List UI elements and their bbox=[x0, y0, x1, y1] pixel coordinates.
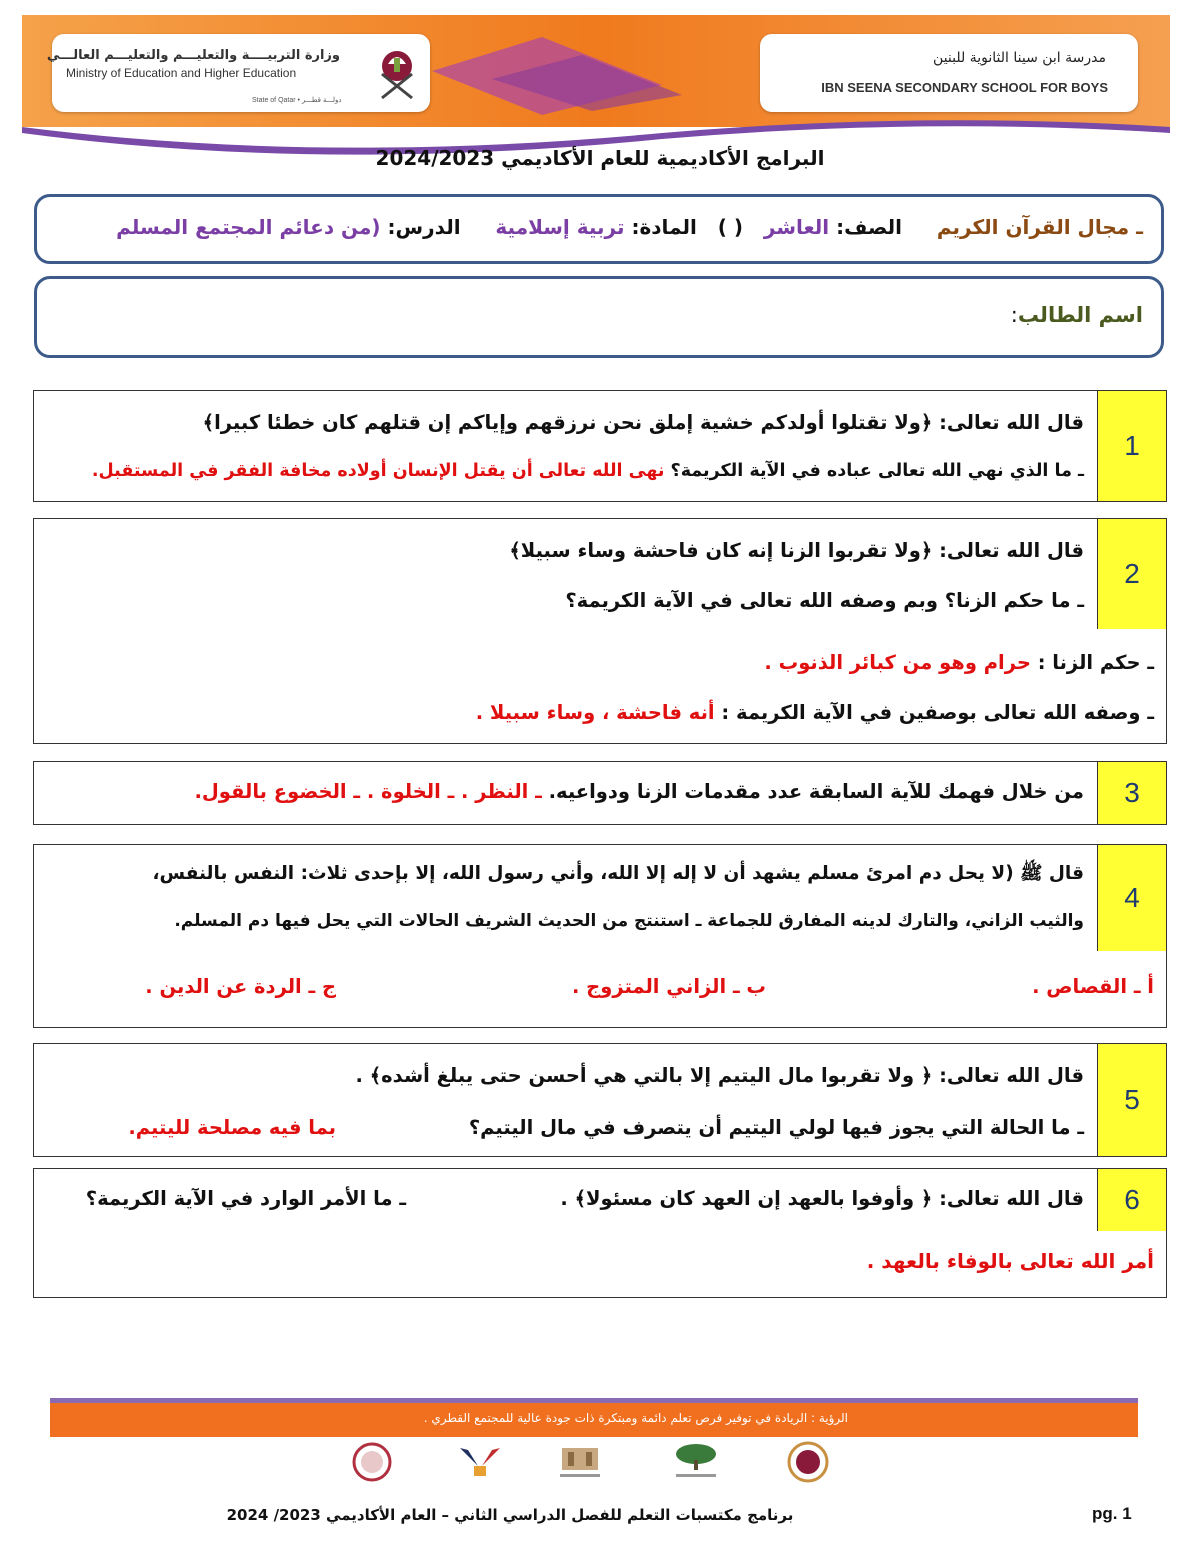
question-6-prompt: ـ ما الأمر الوارد في الآية الكريمة؟ bbox=[85, 1187, 406, 1210]
ministry-emblem-icon bbox=[776, 1440, 840, 1484]
answer-b: ب ـ الزاني المتزوج . bbox=[571, 975, 766, 998]
lesson-label: الدرس bbox=[395, 215, 461, 239]
question-number: 3 bbox=[1097, 762, 1166, 824]
answer-text: ـ النظر . ـ الخلوة . ـ الخضوع بالقول. bbox=[194, 780, 542, 803]
subject-label: المادة bbox=[639, 215, 697, 239]
answer-line-1: ـ حكم الزنا : حرام وهو من كبائر الذنوب . bbox=[764, 651, 1154, 674]
answer-line-2: ـ وصفه الله تعالى بوصفين في الآية الكريمة : أنه فاحشة ، وساء سبيلا . bbox=[475, 701, 1154, 724]
question-5-verse: قال الله تعالى: ﴿ ولا تقربوا مال اليتيم إلا بالتي هي أحسن حتى يبلغ أشده﴾ . bbox=[355, 1064, 1084, 1087]
question-5-prompt: ـ ما الحالة التي يجوز فيها لولي اليتيم أن يتصرف في مال اليتيم؟ bbox=[468, 1116, 1084, 1139]
question-number: 2 bbox=[1097, 519, 1166, 629]
qatar-emblem-icon bbox=[374, 44, 420, 100]
question-3-text: من خلال فهمك للآية السابقة عدد مقدمات الزنا ودواعيه. ـ النظر . ـ الخلوة . ـ الخضوع بالقول. bbox=[194, 780, 1084, 803]
school-name-ar: مدرسة ابن سينا الثانوية للبنين bbox=[933, 50, 1106, 66]
ministry-state: State of Qatar • دولـــة قطـــر bbox=[252, 97, 342, 104]
field-label: ـ مجال القرآن الكريم bbox=[936, 215, 1143, 239]
answer-text: نهى الله تعالى أن يقتل الإنسان أولاده مخافة الفقر في المستقبل. bbox=[91, 461, 665, 481]
ministry-name-en: Ministry of Education and Higher Education bbox=[66, 66, 297, 80]
question-2-answer bbox=[33, 629, 1167, 744]
answer-text: أمر الله تعالى بالوفاء بالعهد . bbox=[866, 1249, 1154, 1273]
answer-text: بما فيه مصلحة لليتيم. bbox=[128, 1116, 336, 1139]
ministry-name-ar: وزارة التربيــــة والتعليـــم والتعليـــم العالـــي bbox=[46, 48, 340, 63]
partner-logo-wings-icon bbox=[448, 1440, 512, 1484]
question-3 bbox=[33, 761, 1167, 825]
question-2-prompt: ـ ما حكم الزنا؟ وبم وصفه الله تعالى في الآية الكريمة؟ bbox=[565, 589, 1084, 612]
question-number: 4 bbox=[1097, 845, 1166, 951]
question-2-verse: قال الله تعالى: ﴿ولا تقربوا الزنا إنه كان فاحشة وساء سبيلا﴾ bbox=[509, 539, 1084, 562]
student-name-box[interactable] bbox=[34, 276, 1164, 358]
footer-program-title: برنامج مكتسبات التعلم للفصل الدراسي الثاني – العام الأكاديمي 2023/ 2024 bbox=[226, 1506, 794, 1524]
school-name-en: IBN SEENA SECONDARY SCHOOL FOR BOYS bbox=[821, 80, 1108, 95]
grade-value: العاشر bbox=[763, 215, 830, 239]
footer-vision-bar bbox=[50, 1398, 1138, 1437]
partner-logo-seal-icon bbox=[340, 1440, 404, 1484]
question-1-prompt: ـ ما الذي نهي الله تعالى عباده في الآية الكريمة؟ نهى الله تعالى أن يقتل الإنسان أولاده مخافة الفقر في المستقبل. bbox=[91, 461, 1084, 481]
ministry-logo-box bbox=[46, 34, 430, 112]
lesson-info-box bbox=[34, 194, 1164, 264]
question-6 bbox=[33, 1168, 1167, 1232]
question-number: 1 bbox=[1097, 391, 1166, 501]
question-4-answer bbox=[33, 951, 1167, 1028]
question-4-line-2: والثيب الزاني، والتارك لدينه المفارق للجماعة ـ استنتج من الحديث الشريف الحالات التي يحل فيها دم المسلم. bbox=[174, 911, 1084, 931]
question-4 bbox=[33, 844, 1167, 952]
school-name-box bbox=[760, 34, 1138, 112]
qatar-foundation-logo-icon bbox=[664, 1440, 728, 1484]
question-1-verse: قال الله تعالى: ﴿ولا تقتلوا أولدكم خشية إملق نحن نرزقهم وإياكم إن قتلهم كان خطئا كبيرا﴾ bbox=[202, 411, 1084, 434]
question-number: 5 bbox=[1097, 1044, 1166, 1156]
question-6-answer bbox=[33, 1231, 1167, 1298]
answer-a: أ ـ القصاص . bbox=[1032, 975, 1154, 998]
question-1 bbox=[33, 390, 1167, 502]
question-number: 6 bbox=[1097, 1169, 1166, 1231]
question-4-line-1: قال ﷺ (لا يحل دم امرئ مسلم يشهد أن لا إله إلا الله، وأني رسول الله، إلا بإحدى ثلاث: النفس بالنفس، bbox=[152, 863, 1084, 884]
grade-paren: ( ) bbox=[717, 215, 743, 239]
vision-statement: الرؤية : الريادة في توفير فرص تعلم دائمة ومبتكرة ذات جودة عالية للمجتمع القطري . bbox=[423, 1411, 848, 1425]
qatar-university-logo-icon bbox=[548, 1440, 612, 1484]
student-name-label: اسم الطالب: bbox=[1010, 303, 1143, 327]
page-number: pg. 1 bbox=[1092, 1504, 1132, 1523]
subject-value: تربية إسلامية bbox=[495, 215, 625, 239]
lesson-value: (من دعائم المجتمع المسلم bbox=[116, 215, 381, 239]
question-5 bbox=[33, 1043, 1167, 1157]
question-2 bbox=[33, 518, 1167, 630]
programs-title: البرامج الأكاديمية للعام الأكاديمي 2024/2023 bbox=[375, 146, 825, 170]
answer-c: ج ـ الردة عن الدين . bbox=[145, 975, 336, 998]
grade-label: الصف bbox=[844, 215, 903, 239]
lesson-info-line: ـ مجال القرآن الكريم الصف: العاشر ( ) المادة: تربية إسلامية الدرس: (من دعائم المجتمع المسلم bbox=[116, 215, 1143, 239]
question-6-verse: قال الله تعالى: ﴿ وأوفوا بالعهد إن العهد كان مسئولا﴾ . bbox=[560, 1187, 1084, 1210]
